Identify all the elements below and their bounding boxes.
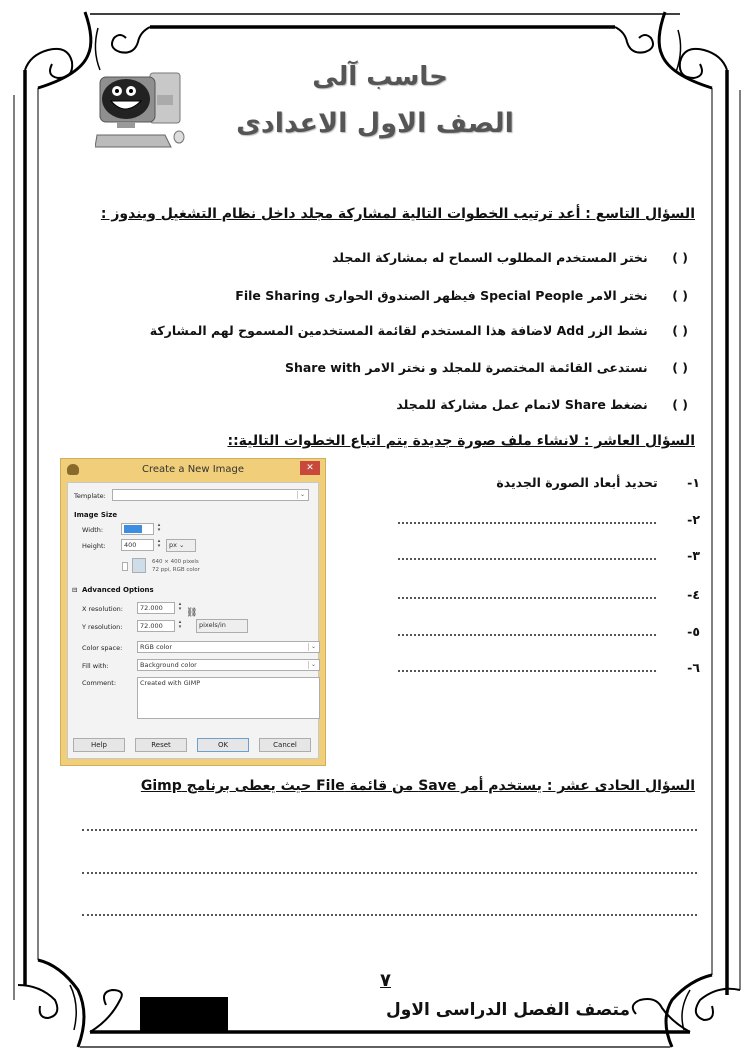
question-9-option <box>285 360 688 375</box>
answer-line[interactable] <box>398 513 656 524</box>
color-space-label: Color space: <box>82 644 123 652</box>
image-size-heading: Image Size <box>74 511 118 519</box>
color-space-value: RGB color <box>140 643 173 651</box>
subject-title: حاسب آلى <box>312 62 448 92</box>
size-info-pixels: 640 × 400 pixels <box>152 559 199 565</box>
color-space-select[interactable] <box>137 641 320 653</box>
template-select[interactable] <box>112 489 309 501</box>
fill-select[interactable] <box>137 659 320 671</box>
answer-line[interactable] <box>82 913 697 916</box>
footer-label: متصف الفصل الدراسى الاول <box>386 1000 630 1020</box>
answer-blank[interactable]: ( ) <box>672 397 688 412</box>
question-10-heading: السؤال العاشر : لانشاء ملف صورة جديدة يتم اتباع الخطوات التالية:: <box>227 433 695 449</box>
answer-line[interactable] <box>82 828 697 831</box>
height-input[interactable] <box>121 539 154 551</box>
advanced-options-toggle[interactable]: Advanced Options <box>82 586 154 594</box>
question-9-option <box>396 397 688 412</box>
gimp-new-image-dialog <box>60 458 326 766</box>
width-input[interactable] <box>121 523 154 535</box>
answer-line[interactable] <box>398 625 656 636</box>
dialog-body <box>67 482 319 759</box>
width-label: Width: <box>82 526 104 534</box>
redaction-box <box>140 997 228 1031</box>
width-value: 640 <box>124 525 142 533</box>
chevron-down-icon: ⌄ <box>308 643 318 651</box>
height-spinner[interactable]: ▴ ▾ <box>157 538 161 549</box>
step-number: ١- <box>687 475 700 490</box>
question-10-step <box>390 475 700 490</box>
chevron-down-icon: ⌄ <box>308 661 318 669</box>
question-11-heading: السؤال الحادى عشر : يستخدم أمر Save من قائمة File حيث يعطى برنامج Gimp <box>140 778 695 794</box>
option-text: نشط الزر Add لاضافة هذا المستخدم لقائمة المستخدمين المسموح لهم المشاركة <box>149 323 648 338</box>
question-10-step <box>390 512 700 527</box>
yres-value: 72.000 <box>140 622 163 630</box>
help-button[interactable]: Help <box>73 738 125 752</box>
page-number: ٧ <box>380 970 391 991</box>
question-10-step <box>390 587 700 602</box>
answer-blank[interactable]: ( ) <box>672 250 688 265</box>
width-spinner[interactable]: ▴ ▾ <box>157 522 161 533</box>
height-label: Height: <box>82 542 106 550</box>
cancel-button[interactable]: Cancel <box>259 738 311 752</box>
question-9-option <box>332 250 688 265</box>
comment-value: Created with GIMP <box>140 679 201 687</box>
xres-input[interactable] <box>137 602 175 614</box>
close-button[interactable]: ✕ <box>300 461 320 475</box>
yres-label: Y resolution: <box>82 623 123 631</box>
fill-value: Background color <box>140 661 197 669</box>
question-9-heading: السؤال التاسع : أعد ترتيب الخطوات التالية لمشاركة مجلد داخل نظام التشغيل ويندوز : <box>100 206 695 222</box>
answer-line[interactable] <box>398 549 656 560</box>
advanced-toggle-icon[interactable]: ⊟ <box>72 586 78 594</box>
question-10-step <box>390 624 700 639</box>
xres-label: X resolution: <box>82 605 123 613</box>
answer-line[interactable] <box>82 871 697 874</box>
chevron-down-icon: ⌄ <box>297 491 307 499</box>
size-info-resolution: 72 ppi, RGB color <box>152 567 200 573</box>
resolution-unit-select[interactable] <box>196 619 248 633</box>
xres-value: 72.000 <box>140 604 163 612</box>
answer-line[interactable] <box>398 661 656 672</box>
step-text: تحديد أبعاد الصورة الجديدة <box>496 475 658 490</box>
option-text: نضغط Share لاتمام عمل مشاركة للمجلد <box>396 397 648 412</box>
xres-spinner[interactable]: ▴ ▾ <box>178 601 182 612</box>
height-value: 400 <box>124 541 137 549</box>
smiling-computer-icon <box>95 65 190 150</box>
step-number: ٣- <box>687 548 700 563</box>
question-9-option <box>235 288 688 303</box>
option-text: نختر الامر Special People فيظهر الصندوق الحوارى File Sharing <box>235 288 648 303</box>
fill-label: Fill with: <box>82 662 109 670</box>
question-10-step <box>390 548 700 563</box>
comment-textarea[interactable] <box>137 677 320 719</box>
template-label: Template: <box>74 492 106 500</box>
question-9-option <box>150 323 688 338</box>
unit-value: px <box>169 541 177 549</box>
reset-button[interactable]: Reset <box>135 738 187 752</box>
grade-title: الصف الاول الاعدادى <box>236 108 514 139</box>
step-number: ٤- <box>687 587 700 602</box>
unit-select[interactable]: px ⌄ <box>166 539 196 552</box>
option-text: نختر المستخدم المطلوب السماح له بمشاركة المجلد <box>332 250 648 265</box>
answer-blank[interactable]: ( ) <box>672 288 688 303</box>
question-10-step <box>390 660 700 675</box>
chain-link-icon[interactable]: ⛓ <box>186 608 198 618</box>
comment-label: Comment: <box>82 679 117 687</box>
step-number: ٥- <box>687 624 700 639</box>
landscape-toggle[interactable] <box>132 558 146 573</box>
ok-button[interactable]: OK <box>197 738 249 752</box>
portrait-toggle[interactable] <box>122 562 128 571</box>
answer-blank[interactable]: ( ) <box>672 360 688 375</box>
step-number: ٢- <box>687 512 700 527</box>
answer-blank[interactable]: ( ) <box>672 323 688 338</box>
option-text: نستدعى القائمة المختصرة للمجلد و نختر الامر Share with <box>284 360 648 375</box>
yres-spinner[interactable]: ▴ ▾ <box>178 619 182 630</box>
dialog-title: Create a New Image <box>141 464 245 475</box>
resolution-unit-value: pixels/in <box>199 621 226 629</box>
yres-input[interactable] <box>137 620 175 632</box>
step-number: ٦- <box>687 660 700 675</box>
answer-line[interactable] <box>398 588 656 599</box>
